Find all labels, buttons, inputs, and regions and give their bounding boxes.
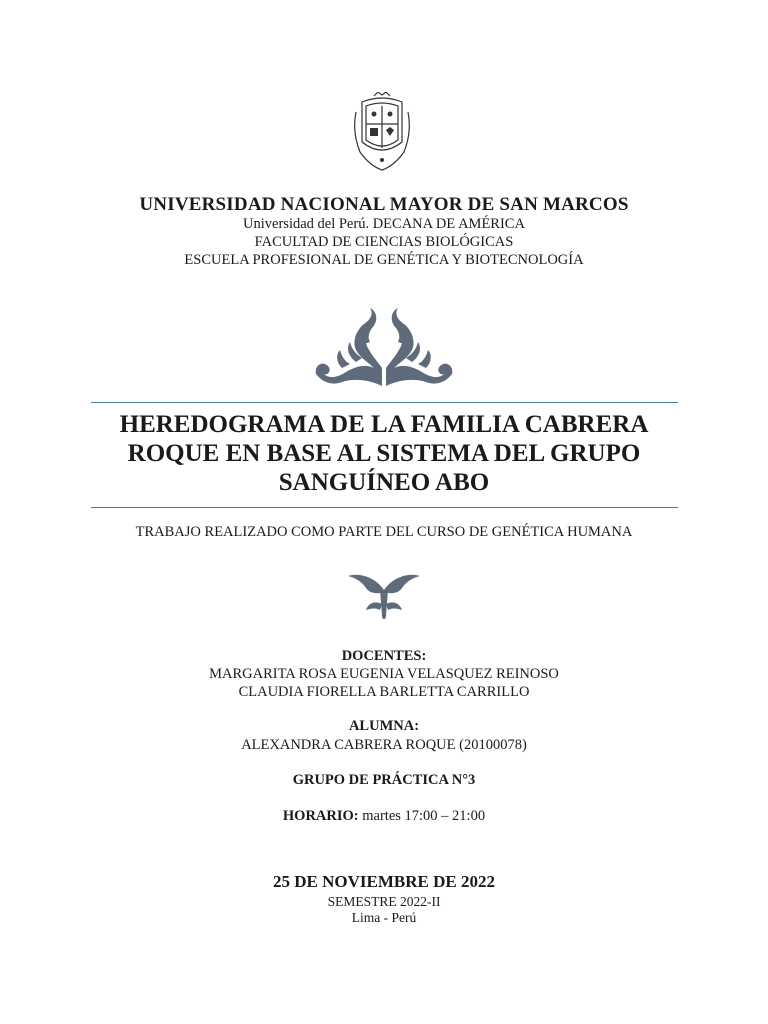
semester: SEMESTRE 2022-II bbox=[327, 894, 441, 909]
teacher-name: MARGARITA ROSA EUGENIA VELASQUEZ REINOSO bbox=[209, 666, 559, 682]
floral-ornament-icon bbox=[312, 306, 456, 390]
title-rule-top bbox=[91, 402, 678, 403]
school-name: ESCUELA PROFESIONAL DE GENÉTICA Y BIOTECNOLOGÍA bbox=[184, 252, 584, 268]
teachers-label: DOCENTES: bbox=[341, 648, 427, 664]
teacher-name: CLAUDIA FIORELLA BARLETTA CARRILLO bbox=[238, 684, 530, 700]
document-date: 25 DE NOVIEMBRE DE 2022 bbox=[273, 872, 495, 891]
title-rule-bottom bbox=[91, 507, 678, 508]
location: Lima - Perú bbox=[351, 910, 417, 925]
course-line: TRABAJO REALIZADO COMO PARTE DEL CURSO DE GENÉTICA HUMANA bbox=[135, 524, 633, 540]
fleuron-divider-icon bbox=[344, 570, 424, 622]
schedule-value: martes 17:00 – 21:00 bbox=[362, 808, 486, 824]
university-tagline: Universidad del Perú. DECANA DE AMÉRICA bbox=[243, 216, 525, 232]
student-label: ALUMNA: bbox=[348, 718, 420, 734]
schedule-line bbox=[0, 808, 768, 825]
university-crest-icon bbox=[352, 92, 412, 174]
university-name: UNIVERSIDAD NACIONAL MAYOR DE SAN MARCOS bbox=[139, 194, 629, 215]
practice-group: GRUPO DE PRÁCTICA N°3 bbox=[292, 772, 476, 788]
faculty-name: FACULTAD DE CIENCIAS BIOLÓGICAS bbox=[254, 234, 514, 250]
schedule-label: HORARIO: bbox=[282, 808, 359, 824]
student-name: ALEXANDRA CABRERA ROQUE (20100078) bbox=[241, 737, 527, 753]
document-title: HEREDOGRAMA DE LA FAMILIA CABRERA ROQUE EN BASE AL SISTEMA DEL GRUPO SANGUÍNEO ABO bbox=[119, 411, 649, 496]
